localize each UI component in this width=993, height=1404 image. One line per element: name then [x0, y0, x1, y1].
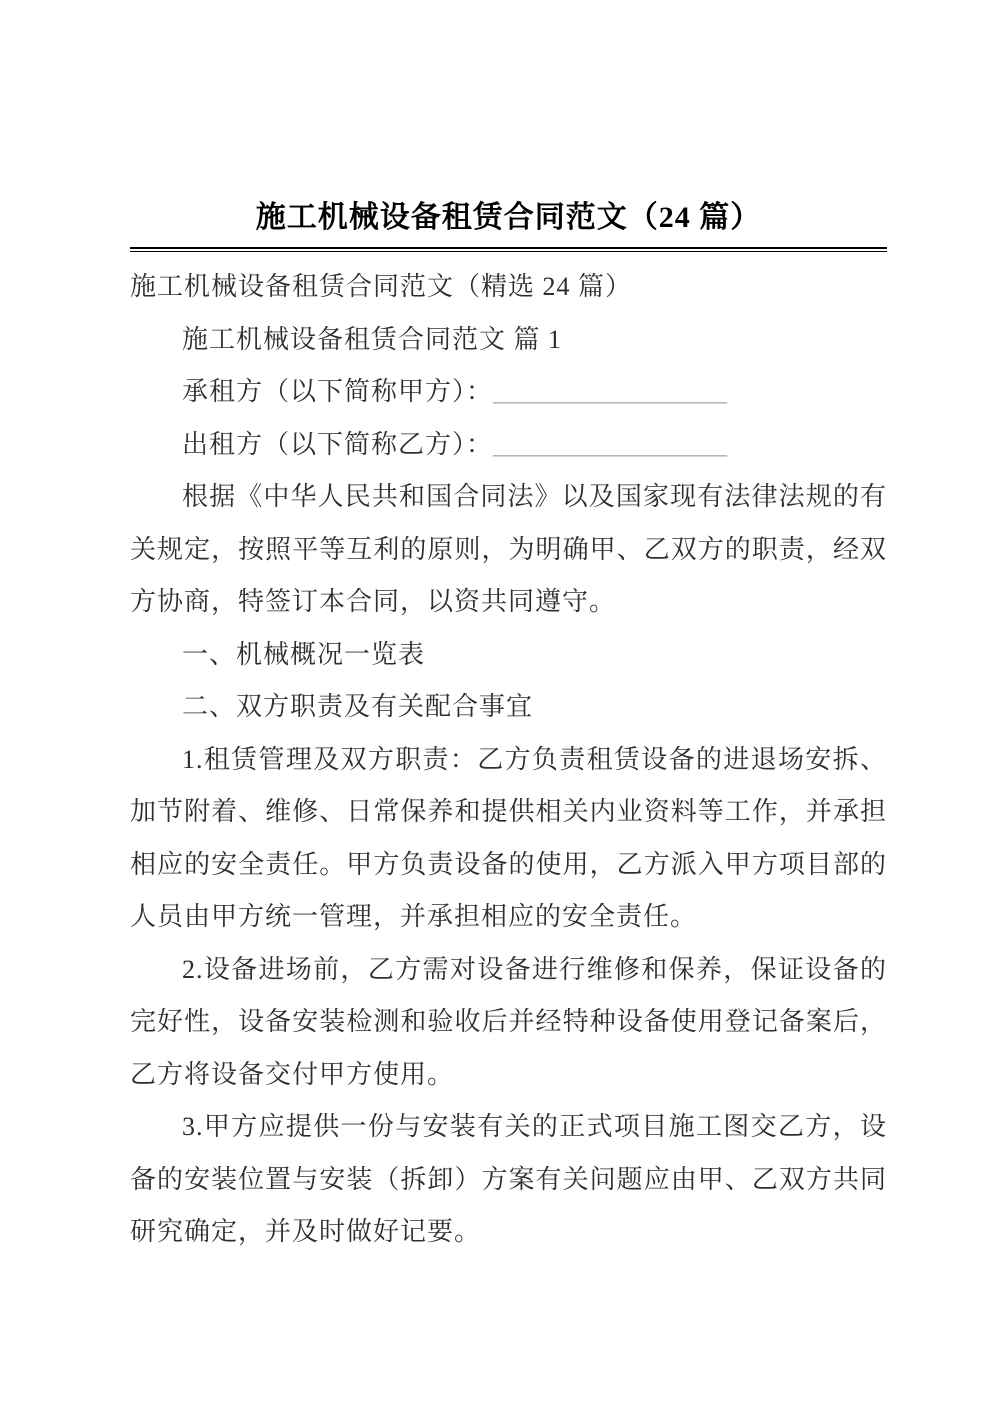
intro-paragraph: 施工机械设备租赁合同范文（精选 24 篇） [130, 272, 633, 301]
clause-1-paragraph: 1.租赁管理及双方职责：乙方负责租赁设备的进退场安拆、加节附着、维修、日常保养和提供相关内业资料等工作，并承担相应的安全责任。甲方负责设备的使用，乙方派入甲方项目部的人员由甲方统一管理，并承担相应的安全责任。 [130, 744, 887, 931]
document-title: 施工机械设备租赁合同范文（24 篇） [255, 201, 762, 234]
party-a-line [130, 366, 887, 419]
piece-heading: 施工机械设备租赁合同范文 篇 1 [182, 324, 563, 354]
preamble-paragraph: 根据《中华人民共和国合同法》以及国家现有法律法规的有关规定，按照平等互利的原则，为明确甲、乙双方的职责，经双方协商，特签订本合同，以资共同遵守。 [130, 482, 887, 616]
party-a-blank-field: __________________ [493, 377, 728, 406]
list-item-one: 一、机械概况一览表 [182, 639, 426, 669]
party-b-label: 出租方（以下简称乙方）： [182, 429, 494, 459]
party-b-blank-field: __________________ [493, 429, 728, 459]
party-b-line [130, 419, 887, 472]
list-item-two: 二、双方职责及有关配合事宜 [182, 692, 534, 721]
party-a-label: 承租方（以下简称甲方）： [182, 377, 494, 406]
clause-3-paragraph: 3.甲方应提供一份与安装有关的正式项目施工图交乙方，设备的安装位置与安装（拆卸）方案有关问题应由甲、乙双方共同研究确定，并及时做好记要。 [130, 1112, 887, 1246]
title-divider [130, 247, 887, 252]
clause-2-paragraph: 2.设备进场前，乙方需对设备进行维修和保养，保证设备的完好性，设备安装检测和验收后并经特种设备使用登记备案后，乙方将设备交付甲方使用。 [130, 954, 887, 1089]
